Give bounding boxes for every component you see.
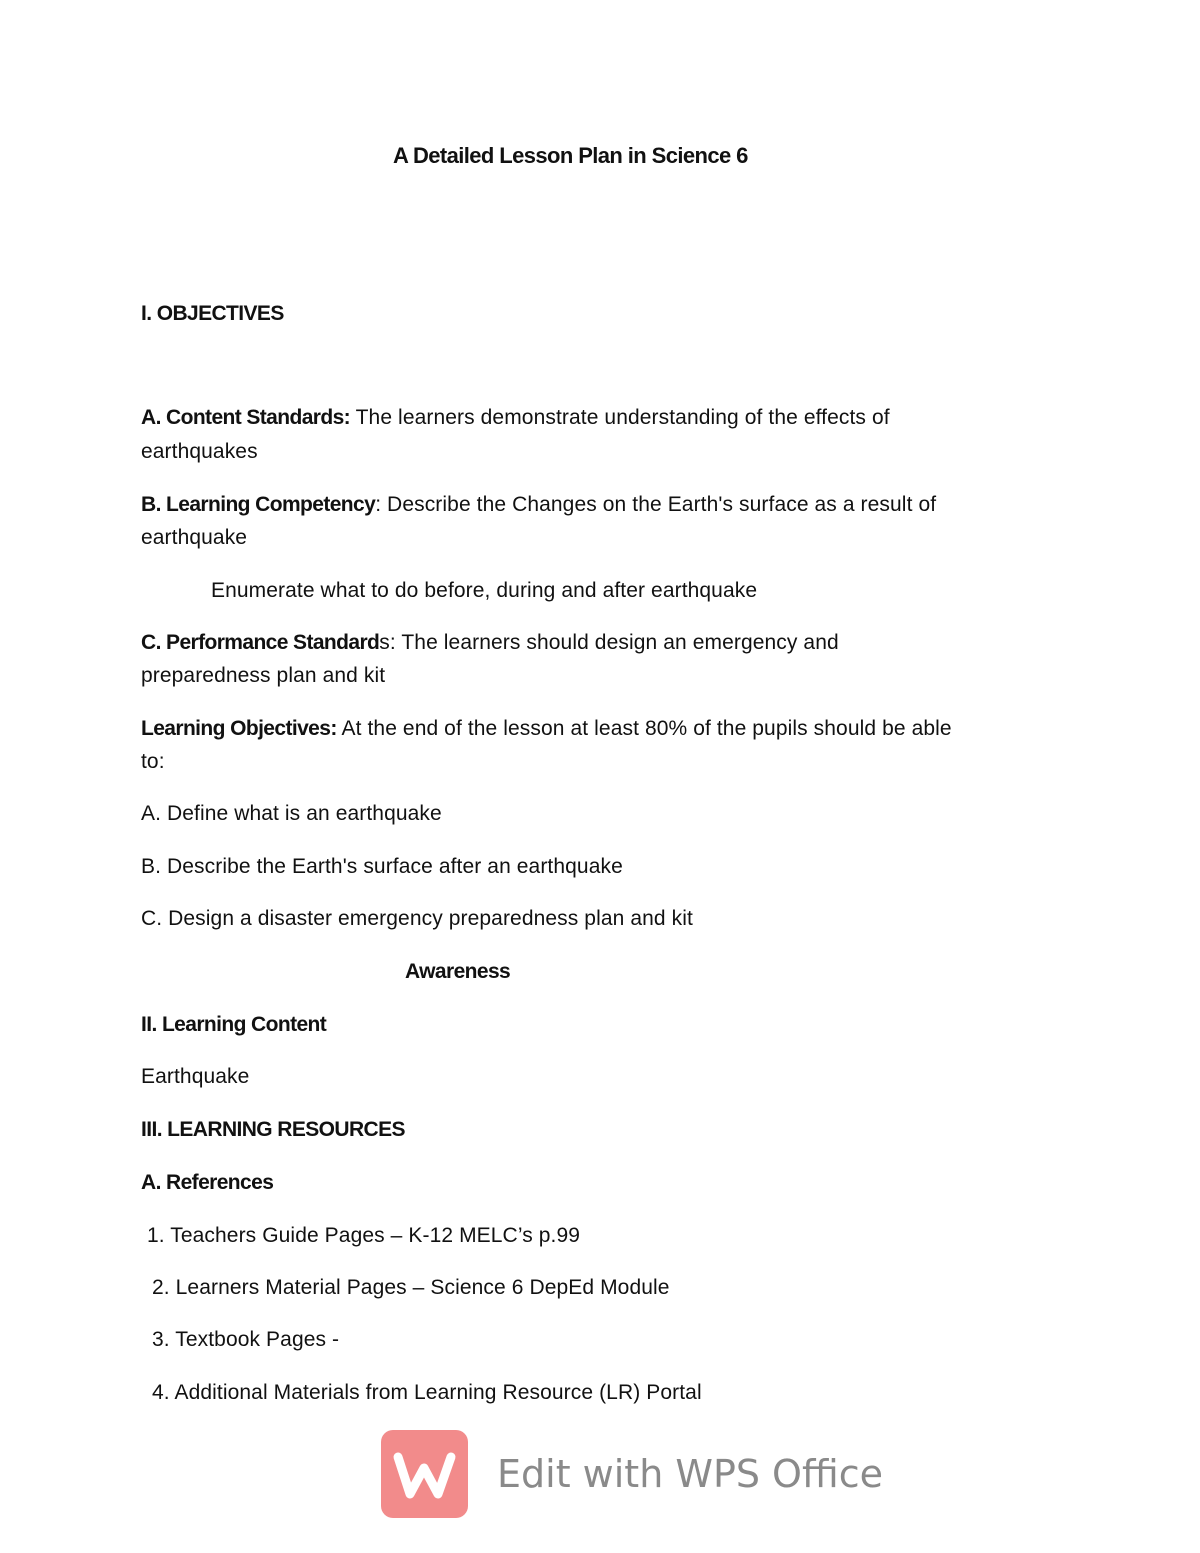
reference-item: 4. Additional Materials from Learning Resource (LR) Portal: [152, 1381, 702, 1404]
learning-resources-heading: III. LEARNING RESOURCES: [141, 1118, 405, 1141]
wps-logo-icon: [381, 1430, 468, 1518]
learning-competency-text: : Describe the Changes on the Earth's surface as a result of: [375, 493, 937, 516]
document-title: A Detailed Lesson Plan in Science 6: [393, 143, 748, 168]
learning-objectives-continuation: to:: [141, 750, 165, 773]
learning-competency-sub: Enumerate what to do before, during and after earthquake: [211, 579, 758, 602]
references-heading: A. References: [141, 1171, 274, 1194]
performance-standards-line: [141, 629, 839, 657]
objective-item: B. Describe the Earth's surface after an earthquake: [141, 855, 623, 878]
content-standards-text: The learners demonstrate understanding of the effects of: [350, 406, 890, 429]
wps-watermark[interactable]: [381, 1430, 883, 1520]
content-standards-continuation: earthquakes: [141, 440, 258, 463]
content-standards-label: A. Content Standards:: [141, 406, 351, 429]
awareness-heading: Awareness: [405, 960, 511, 983]
reference-item: 1. Teachers Guide Pages – K-12 MELC’s p.99: [147, 1224, 581, 1247]
performance-standards-continuation: preparedness plan and kit: [141, 664, 386, 687]
reference-item: 2. Learners Material Pages – Science 6 DepEd Module: [152, 1276, 670, 1299]
objectives-heading: I. OBJECTIVES: [141, 302, 284, 325]
learning-content-heading: II. Learning Content: [141, 1013, 327, 1036]
learning-competency-continuation: earthquake: [141, 526, 248, 549]
objective-item: C. Design a disaster emergency preparedness plan and kit: [141, 907, 693, 930]
learning-objectives-label: Learning Objectives:: [141, 717, 337, 740]
learning-competency-line: [141, 491, 936, 519]
content-standards-line: [141, 404, 890, 432]
performance-standards-text: s: The learners should design an emergency and: [379, 631, 839, 654]
learning-objectives-text: At the end of the lesson at least 80% of the pupils should be able: [336, 717, 952, 740]
learning-objectives-line: [141, 715, 952, 743]
performance-standards-label: C. Performance Standard: [141, 631, 380, 654]
learning-content-text: Earthquake: [141, 1065, 250, 1088]
reference-item: 3. Textbook Pages -: [152, 1328, 340, 1351]
wps-watermark-text: Edit with WPS Office: [497, 1452, 883, 1496]
objective-item: A. Define what is an earthquake: [141, 802, 442, 825]
learning-competency-label: B. Learning Competency: [141, 493, 376, 516]
